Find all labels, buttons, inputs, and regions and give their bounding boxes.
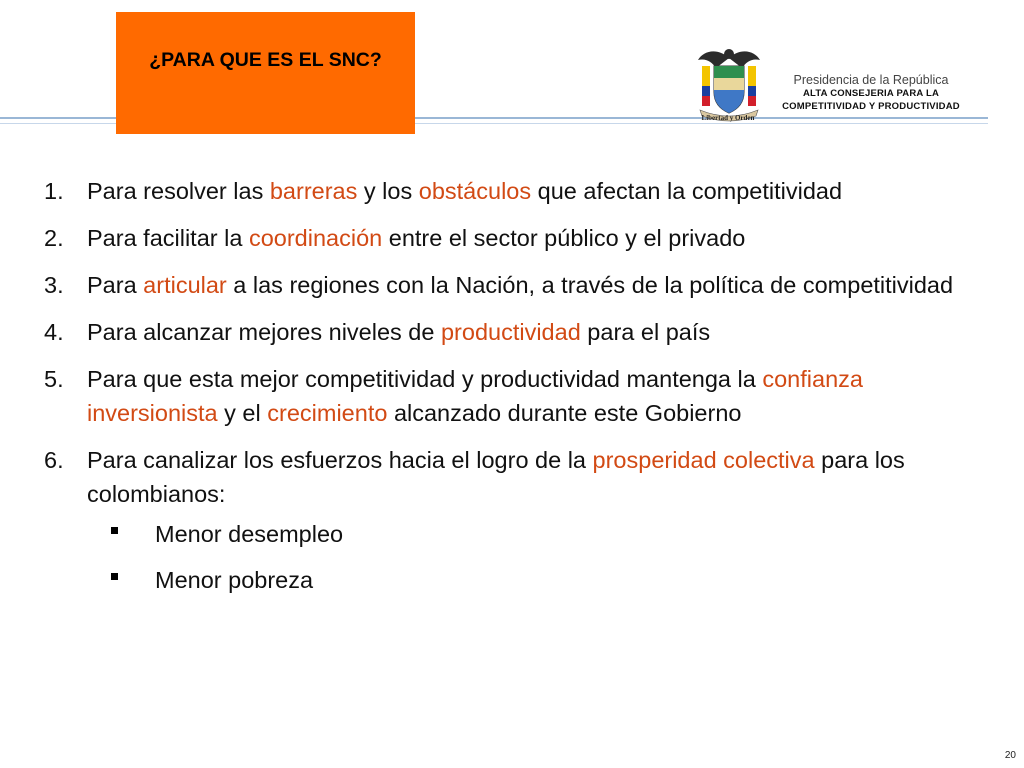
item-number: 1. bbox=[44, 178, 64, 204]
highlighted-term: confianza inversionista bbox=[87, 366, 863, 426]
item-number: 5. bbox=[44, 366, 64, 392]
item-text: Para que esta mejor competitividad y productividad mantenga la bbox=[87, 366, 763, 392]
item-text: y el bbox=[217, 400, 268, 426]
square-bullet-icon bbox=[111, 573, 118, 580]
numbered-list bbox=[44, 174, 984, 610]
list-item bbox=[44, 221, 984, 255]
item-number: 6. bbox=[44, 447, 64, 473]
list-item bbox=[44, 315, 984, 349]
highlighted-term: barreras bbox=[269, 178, 358, 204]
item-text: Para canalizar los esfuerzos hacia el logro de la bbox=[87, 447, 593, 473]
list-item bbox=[44, 268, 984, 302]
item-text: Para alcanzar mejores niveles de bbox=[87, 319, 441, 345]
item-text: Para bbox=[87, 272, 144, 298]
item-text: Para resolver las bbox=[87, 178, 270, 204]
highlighted-term: coordinación bbox=[248, 225, 383, 251]
coat-of-arms-icon bbox=[694, 44, 764, 124]
highlighted-term: crecimiento bbox=[267, 400, 388, 426]
item-number: 3. bbox=[44, 272, 64, 298]
org-line-1: Presidencia de la República bbox=[793, 73, 949, 87]
highlighted-term: prosperidad colectiva bbox=[592, 447, 815, 473]
item-text: que afectan la competitividad bbox=[531, 178, 843, 204]
item-text: a las regiones con la Nación, a través de la política de competitividad bbox=[226, 272, 954, 298]
highlighted-term: articular bbox=[143, 272, 227, 298]
item-number: 4. bbox=[44, 319, 64, 345]
square-bullet-icon bbox=[111, 527, 118, 534]
item-text: y los bbox=[357, 178, 419, 204]
item-text: para los colombianos: bbox=[87, 447, 905, 507]
item-number: 2. bbox=[44, 225, 64, 251]
page-number: 20 bbox=[1004, 750, 1016, 761]
item-text: alcanzado durante este Gobierno bbox=[387, 400, 742, 426]
list-item bbox=[44, 443, 984, 597]
list-item bbox=[44, 174, 984, 208]
sub-item-text: Menor desempleo bbox=[155, 521, 344, 547]
sub-item-text: Menor pobreza bbox=[155, 567, 314, 593]
title-box bbox=[116, 12, 415, 134]
highlighted-term: obstáculos bbox=[418, 178, 532, 204]
list-item bbox=[44, 362, 984, 430]
org-line-2: ALTA CONSEJERIA PARA LA bbox=[802, 88, 940, 99]
slide-title: ¿PARA QUE ES EL SNC? bbox=[149, 49, 382, 71]
sub-list-item bbox=[87, 517, 984, 551]
item-text: para el país bbox=[580, 319, 711, 345]
item-text: entre el sector público y el privado bbox=[382, 225, 746, 251]
sub-list-item bbox=[87, 563, 984, 597]
sub-list bbox=[87, 517, 984, 597]
organization-name bbox=[756, 74, 986, 113]
item-text: Para facilitar la bbox=[87, 225, 249, 251]
org-line-3: COMPETITIVIDAD Y PRODUCTIVIDAD bbox=[782, 101, 960, 112]
logo-motto: Libertad y Orden bbox=[701, 114, 755, 122]
highlighted-term: productividad bbox=[440, 319, 581, 345]
